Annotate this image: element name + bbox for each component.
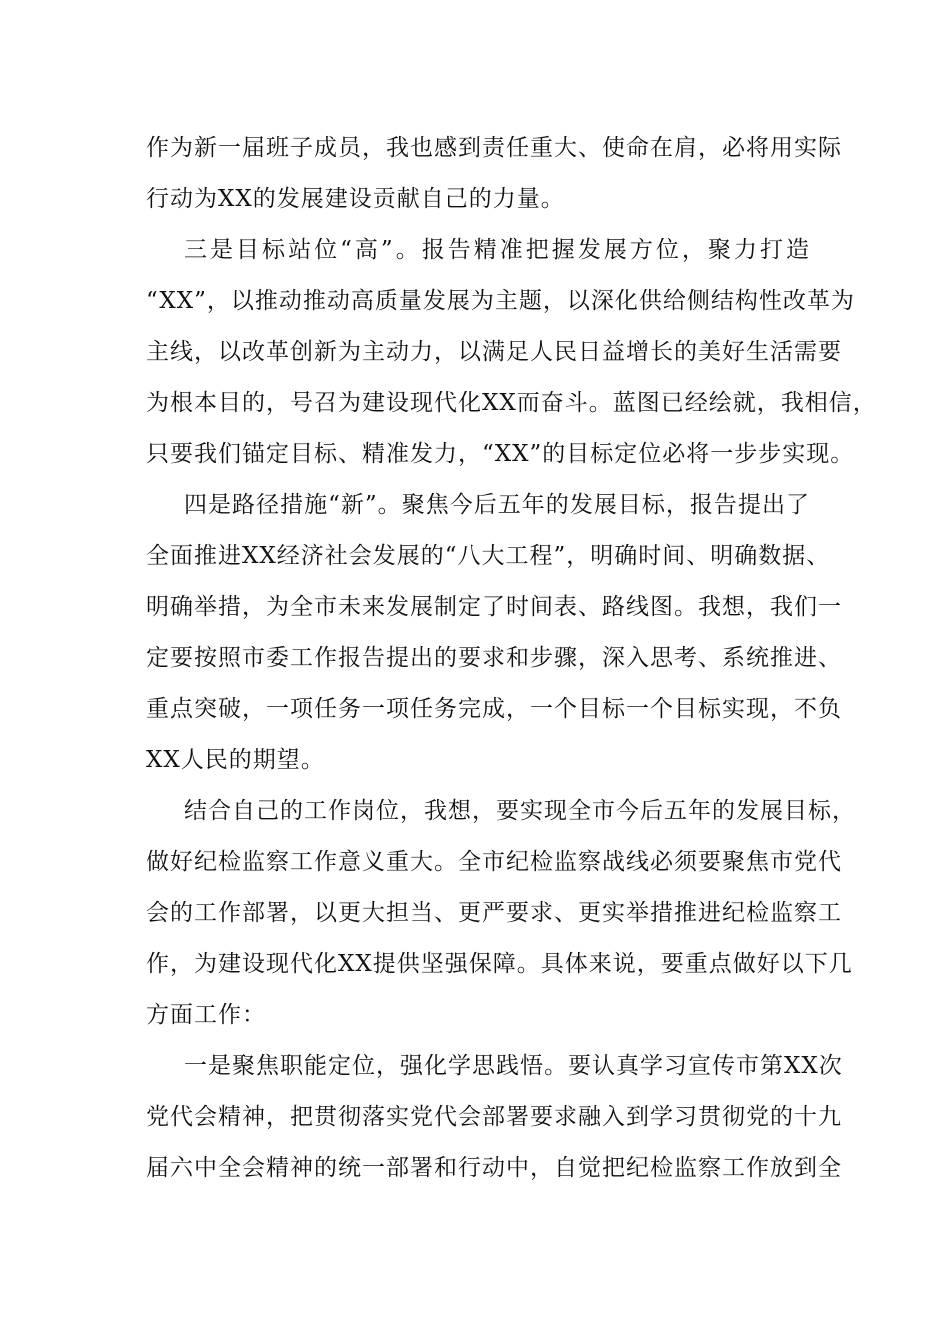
paragraph-line: 方面工作： [146, 1002, 266, 1028]
paragraph-line: 一是聚焦职能定位，强化学思践悟。要认真学习宣传市第XX次 [184, 1053, 843, 1079]
paragraph-line: 三是目标站位“高”。报告精准把握发展方位，聚力打造 [184, 237, 810, 263]
paragraph-line: 作为新一届班子成员，我也感到责任重大、使命在肩，必将用实际 [146, 135, 842, 161]
paragraph-line: 只要我们锚定目标、精准发力，“XX”的目标定位必将一步步实现。 [146, 441, 855, 467]
paragraph-line: 党代会精神，把贯彻落实党代会部署要求融入到学习贯彻党的十九 [146, 1104, 842, 1130]
paragraph-line: 结合自己的工作岗位，我想，要实现全市今后五年的发展目标， [184, 798, 856, 824]
paragraph-line: 届六中全会精神的统一部署和行动中，自觉把纪检监察工作放到全 [146, 1155, 842, 1181]
paragraph-line: 做好纪检监察工作意义重大。全市纪检监察战线必须要聚焦市党代 [146, 849, 842, 875]
paragraph-line: 全面推进XX经济社会发展的“八大工程”，明确时间、明确数据、 [146, 543, 831, 569]
paragraph-line: “XX”，以推动推动高质量发展为主题，以深化供给侧结构性改革为 [146, 288, 855, 314]
paragraph-line: 明确举措，为全市未来发展制定了时间表、路线图。我想，我们一 [146, 594, 842, 620]
paragraph-line: 会的工作部署，以更大担当、更严要求、更实举措推进纪检监察工 [146, 900, 842, 926]
paragraph-line: 定要按照市委工作报告提出的要求和步骤，深入思考、系统推进、 [146, 645, 842, 671]
paragraph-line: 四是路径措施“新”。聚焦今后五年的发展目标，报告提出了 [184, 492, 810, 518]
paragraph-line: 为根本目的，号召为建设现代化XX而奋斗。蓝图已经绘就，我相信， [146, 390, 877, 416]
paragraph-line: 重点突破，一项任务一项任务完成，一个目标一个目标实现，不负 [146, 696, 842, 722]
paragraph-line: XX人民的期望。 [146, 747, 325, 773]
paragraph-line: 作，为建设现代化XX提供坚强保障。具体来说，要重点做好以下几 [146, 951, 853, 977]
paragraph-line: 行动为XX的发展建设贡献自己的力量。 [146, 186, 565, 212]
document-body [146, 128, 877, 1199]
paragraph-line: 主线，以改革创新为主动力，以满足人民日益增长的美好生活需要 [146, 339, 842, 365]
